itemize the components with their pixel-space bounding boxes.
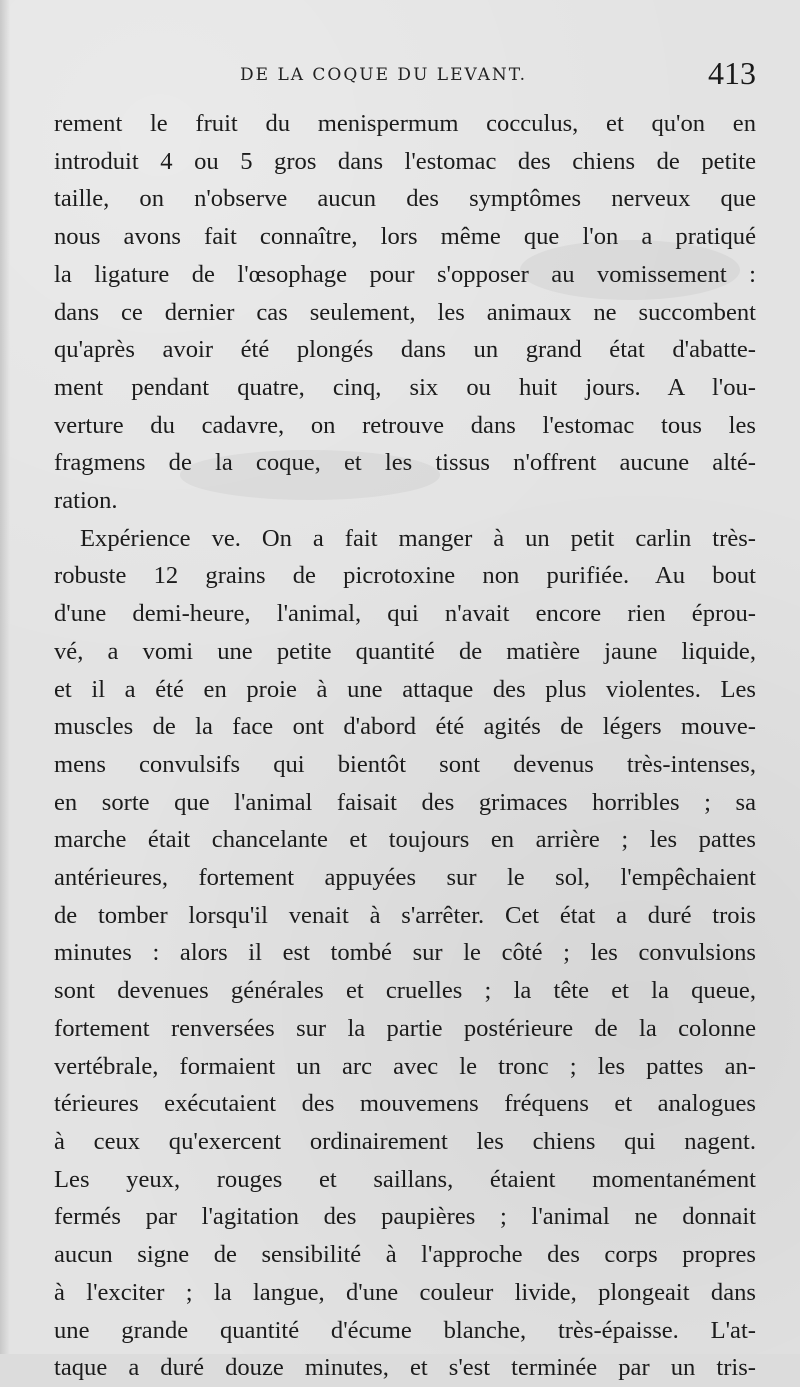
text-line: qu'après avoir été plongés dans un grand état d'abatte- — [54, 336, 756, 364]
text-line: aucun signe de sensibilité à l'approche des corps propres — [54, 1241, 756, 1269]
text-line: fragmens de la coque, et les tissus n'offrent aucune alté- — [54, 449, 756, 477]
text-line: fermés par l'agitation des paupières ; l'animal ne donnait — [54, 1203, 756, 1231]
text-line: d'une demi-heure, l'animal, qui n'avait encore rien éprou- — [54, 600, 756, 628]
text-line: ment pendant quatre, cinq, six ou huit jours. A l'ou- — [54, 373, 756, 401]
text-line: une grande quantité d'écume blanche, très-épaisse. L'at- — [54, 1316, 756, 1344]
text-line: mens convulsifs qui bientôt sont devenus très-intenses, — [54, 750, 756, 778]
text-line: taque a duré douze minutes, et s'est terminée par un tris- — [54, 1354, 756, 1382]
text-line: verture du cadavre, on retrouve dans l'estomac tous les — [54, 411, 756, 439]
text-line: ration. — [54, 487, 118, 515]
text-line: térieures exécutaient des mouvemens fréquens et analogues — [54, 1090, 756, 1118]
page-edge-shadow — [0, 0, 10, 1354]
text-line: la ligature de l'œsophage pour s'opposer au vomissement : — [54, 260, 756, 288]
text-line: à l'exciter ; la langue, d'une couleur livide, plongeait dans — [54, 1278, 756, 1306]
text-line: en sorte que l'animal faisait des grimaces horribles ; sa — [54, 788, 756, 816]
text-line: vé, a vomi une petite quantité de matière jaune liquide, — [54, 637, 756, 665]
text-line: sont devenues générales et cruelles ; la tête et la queue, — [54, 977, 756, 1005]
running-title: DE LA COQUE DU LEVANT. — [240, 65, 528, 85]
text-line: dans ce dernier cas seulement, les animaux ne succombent — [54, 298, 756, 326]
text-line: marche était chancelante et toujours en arrière ; les pattes — [54, 826, 756, 854]
paper-stain — [180, 450, 440, 500]
paper-stain — [520, 240, 740, 300]
text-line: taille, on n'observe aucun des symptômes nerveux que — [54, 185, 756, 213]
text-line: vertébrale, formaient un arc avec le tronc ; les pattes an- — [54, 1052, 756, 1080]
text-line: rement le fruit du menispermum cocculus, et qu'on en — [54, 110, 756, 137]
text-line: Expérience ve. On a fait manger à un petit carlin très- — [80, 524, 756, 552]
page-header — [54, 55, 756, 99]
text-line: antérieures, fortement appuyées sur le sol, l'empêchaient — [54, 864, 756, 892]
text-line: à ceux qu'exercent ordinairement les chiens qui nagent. — [54, 1127, 756, 1155]
text-line: nous avons fait connaître, lors même que l'on a pratiqué — [54, 223, 756, 251]
text-line: fortement renversées sur la partie postérieure de la colonne — [54, 1014, 756, 1042]
text-line: muscles de la face ont d'abord été agités de légers mouve- — [54, 713, 756, 741]
page-number: 413 — [708, 55, 756, 91]
text-line: de tomber lorsqu'il venait à s'arrêter. Cet état a duré trois — [54, 901, 756, 929]
text-line: introduit 4 ou 5 gros dans l'estomac des chiens de petite — [54, 147, 756, 175]
text-line: Les yeux, rouges et saillans, étaient momentanément — [54, 1165, 756, 1193]
text-line: et il a été en proie à une attaque des plus violentes. Les — [54, 675, 756, 703]
text-line: minutes : alors il est tombé sur le côté ; les convulsions — [54, 939, 756, 967]
text-line: robuste 12 grains de picrotoxine non purifiée. Au bout — [54, 562, 756, 590]
